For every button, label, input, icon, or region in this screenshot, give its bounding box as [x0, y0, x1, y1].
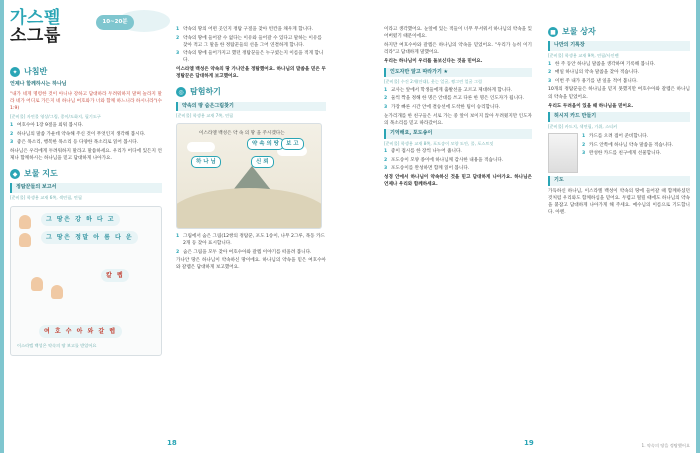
list-item: 2 매일 하나님의 약속 말씀을 찾아 적습니다. [548, 70, 640, 76]
word-tile: 약 속 의 땅 [247, 138, 284, 151]
column-right [384, 26, 532, 190]
activity-2-list [384, 148, 532, 172]
map-bubble: 칼 렙 [101, 269, 129, 282]
activity-1-hint: [준비물] 수건 2개(안대), 웃는 얼굴, 찡그린 얼굴 그림 [384, 79, 483, 85]
page-number-right: 19 [524, 439, 534, 448]
card-thumbnail [548, 133, 578, 173]
record-summary: 우리도 두려움이 있을 때 하나님을 믿어요. [548, 103, 634, 109]
activity-box-2: 기억해요, 포도송이 [384, 129, 532, 139]
hill [176, 188, 322, 229]
list-item: 2 포도송이 모양 종이에 하나님께 감사한 내용을 적습니다. [384, 157, 504, 163]
illustration-caption: 이스라엘 백성은 약 속 의 땅 을 주시겠다는 [199, 130, 285, 136]
activity-1-note: 눈가리개를 한 친구들은 서로 가는 중 앞이 보이지 않아 두려웠지만 인도자의 목소리를 믿고 따라갔어요. [384, 113, 532, 126]
explore-list [176, 233, 326, 256]
card-box: 허시지 카드 만들기 [548, 112, 690, 122]
open-hint: [준비물] 자연물 영상/그림, 종이/도화지, 필기도구 [10, 114, 101, 120]
open-note: 하나님은 우리에게 두려워하지 말라고 말씀하세요. 우리가 어디에 있든지 언제나 함께하시는 하나님을 믿고 담대하게 나아가요. [10, 148, 162, 161]
spy-figure [31, 277, 43, 291]
column-mid [176, 26, 326, 273]
cloud [187, 142, 215, 152]
list-item: 1 한 주 동안 하나님 말씀을 생각하며 기록해 봅니다. [548, 61, 656, 67]
treasure-box-icon: ■ [548, 27, 558, 37]
right-summary: 우리는 하나님이 우리를 돌보신다는 것을 믿어요. [384, 59, 483, 65]
section-treasure: ■ 보물 상자 [548, 26, 690, 38]
map-caption: 이스라엘 백성은 약속의 땅 보고를 받았어요 [17, 343, 97, 349]
prayer-text: 가득하신 하나님, 이스라엘 백성이 약속의 땅에 들어갈 때 함께하셨던 것처럼 우리와도 함께하심을 믿어요. 두렵고 떨릴 때에도 하나님의 약속을 붙잡고 담대하게 나아가게 해 주세요. 예수님의 이름으로 기도합니다. 아멘. [548, 188, 690, 216]
list-item: 3 이번 주 내가 용기를 낸 일을 적어 봅니다. [548, 78, 638, 84]
map-hint: [준비물] 학생용 교재 6쪽, 색연필, 연필 [10, 195, 82, 201]
treasure-map-figure [10, 206, 162, 356]
explore-subtitle: 약속의 땅 숨은그림찾기 [176, 102, 326, 112]
list-item: 3 가장 빠른 시간 안에 결승선에 도착한 팀이 승리합니다. [384, 105, 501, 111]
list-item: 1 교사는 앞에서 학생들에게 출발선을 고르고 제대하게 합니다. [384, 87, 513, 93]
word-tile: 신 뢰 [251, 156, 274, 169]
map-bubble: 여 호 수 아 와 갈 렙 [39, 325, 122, 338]
spy-figure [51, 285, 63, 299]
spy-figure [19, 233, 31, 247]
word-tile: 하 나 님 [191, 156, 221, 169]
mid-list [176, 26, 326, 65]
card-list [582, 133, 673, 173]
explore-note: 가나안 땅은 하나님이 약속하신 땅이에요. 하나님의 약속을 믿은 여호수아와 갈렙은 담대하게 보고했어요. [176, 258, 326, 271]
map-subtitle: 정탐꾼들의 보고서 [10, 183, 162, 193]
activity-box-1: 인도자만 알고 따라가기 ★ [384, 68, 532, 78]
word-tile: 보 고 [281, 138, 304, 151]
record-hint: [준비물] 학생용 교재 9쪽, 연필/사인펜 [548, 53, 619, 59]
hidden-picture-illustration [176, 123, 322, 229]
list-item: 1 카드를 오려 접어 준비합니다. [582, 134, 649, 140]
prayer-box: 기도 [548, 176, 690, 186]
compass-icon: ✦ [10, 67, 20, 77]
open-verse: "내가 네게 명령한 것이 아니냐 강하고 담대하라 두려워하지 말며 놀라지 말라 네가 어디로 가든지 네 하나님 여호와가 너와 함께 하느니라 하시니라"(수 1:9) [10, 92, 162, 112]
right-edge-tab [696, 0, 700, 453]
section-explore: ◎ 탐험하기 [176, 86, 326, 98]
activity-2-hint: [준비물] 학생용 교재 8쪽, 포도송이 모양 도안, 풀, 포스트잇 [384, 140, 494, 146]
mid-summary: 이스라엘 백성은 약속의 땅 가나안을 정탐했어요. 하나님의 말씀을 믿은 두 정탐꾼은 담대하게 보고했어요. [176, 67, 326, 80]
list-item: 2 하나님의 말씀 가운데 약속해 주신 것이 무엇인지 생각해 봅시다. [10, 131, 146, 137]
list-item: 1 여호수아 1장 9절을 외워 봅시다. [10, 122, 84, 128]
map-bubble: 그 땅은 정말 아 름 다 운 [41, 231, 138, 244]
open-list [10, 122, 162, 146]
map-bubble: 그 땅은 강 하 다 고 [41, 213, 120, 226]
telescope-icon: ◎ [176, 87, 186, 97]
activity-2-note: 성경 안에서 하나님이 약속하신 것을 믿고 담대하게 나아가요. 하나님은 언제나 우리와 함께하세요. [384, 174, 532, 188]
chapter-tag: 1. 약속의 땅을 정탐했어요 [641, 442, 690, 448]
title-main: 가스펠 소그룹 [10, 8, 61, 46]
list-item: 1 좋이 접시를 한 장씩 나누어 줍니다. [384, 149, 462, 155]
list-item: 2 카드 안쪽에 하나님 약속 말씀을 적습니다. [582, 142, 674, 148]
spy-figure [19, 215, 31, 229]
list-item: 2 둘씩 짝을 정해 한 명은 안대를 쓰고 다른 한 명은 인도자가 됩니다. [384, 96, 524, 102]
list-item: 2 약속의 땅에 들어갈 수 없다는 이유와 들어갈 수 있다고 말하는 이유를 찾아 적고 그 말을 한 정탐꾼들의 선을 그어 연결하게 합니다. [176, 35, 322, 48]
column-far-right [548, 26, 690, 218]
right-para: 이라고 생각했어요. 눈앞에 있는 적들이 너무 무서워서 하나님의 약속을 잊어버렸기 때문이에요. [384, 27, 532, 40]
page-number-left: 18 [167, 439, 177, 448]
record-list [548, 61, 690, 85]
list-item: 3 좋은 목소리, 행복한 목소리 등 다양한 목소리로 읽어 봅시다. [10, 140, 139, 146]
section-map: ◆ 보물 지도 [10, 168, 162, 180]
activity-1-list [384, 87, 532, 111]
map-icon: ◆ [10, 169, 20, 179]
record-box: 나만의 기록장 [548, 41, 690, 51]
left-edge-tab [0, 0, 4, 453]
right-para: 하지만 여호수아와 갈렙은 하나님의 약속을 믿었어요. "우리가 능히 이기리라"고 담대하게 말했어요. [384, 43, 532, 56]
record-note: 10개의 정탐꾼들은 하나님을 믿지 못했지만 여호수아와 갈렙은 하나님의 약속을 믿었어요. [548, 87, 690, 100]
open-subtitle: 언제나 함께하시는 하나님 [10, 81, 67, 88]
section-open: ✦ 나침반 [10, 66, 162, 78]
list-item: 3 포도송이를 완성하면 함께 읽어 봅니다. [384, 166, 470, 172]
card-hint: [준비물] 카드지, 색연필, 가위, 스티커 [548, 123, 618, 129]
list-item: 2 숨은 그림을 모두 찾아 여호수아와 갈렙 이야기를 떠올려 봅니다. [176, 249, 312, 255]
list-item: 1 약속의 땅의 어떤 곳인지 정탐 구절을 찾아 빈칸을 채우게 합니다. [176, 27, 313, 32]
explore-hint: [준비물] 학생용 교재 7쪽, 연필 [176, 113, 234, 119]
list-item: 3 완성한 카드를 친구에게 선물합니다. [582, 151, 662, 157]
list-item: 3 약속의 땅에 들어가지고 했던 정탐꾼들은 누구였는지 이름을 적게 합니다. [176, 51, 324, 64]
title-block [10, 10, 160, 58]
time-badge: 10~20분 [96, 15, 134, 30]
list-item: 1 그림에서 숨은 그림(12쌍의 정탐꾼, 포도 1송이, 나무 2그루, 목동 카드 2개 등 찾아 표시합니다. [176, 233, 325, 247]
column-left [10, 60, 162, 356]
card-activity [548, 133, 690, 173]
